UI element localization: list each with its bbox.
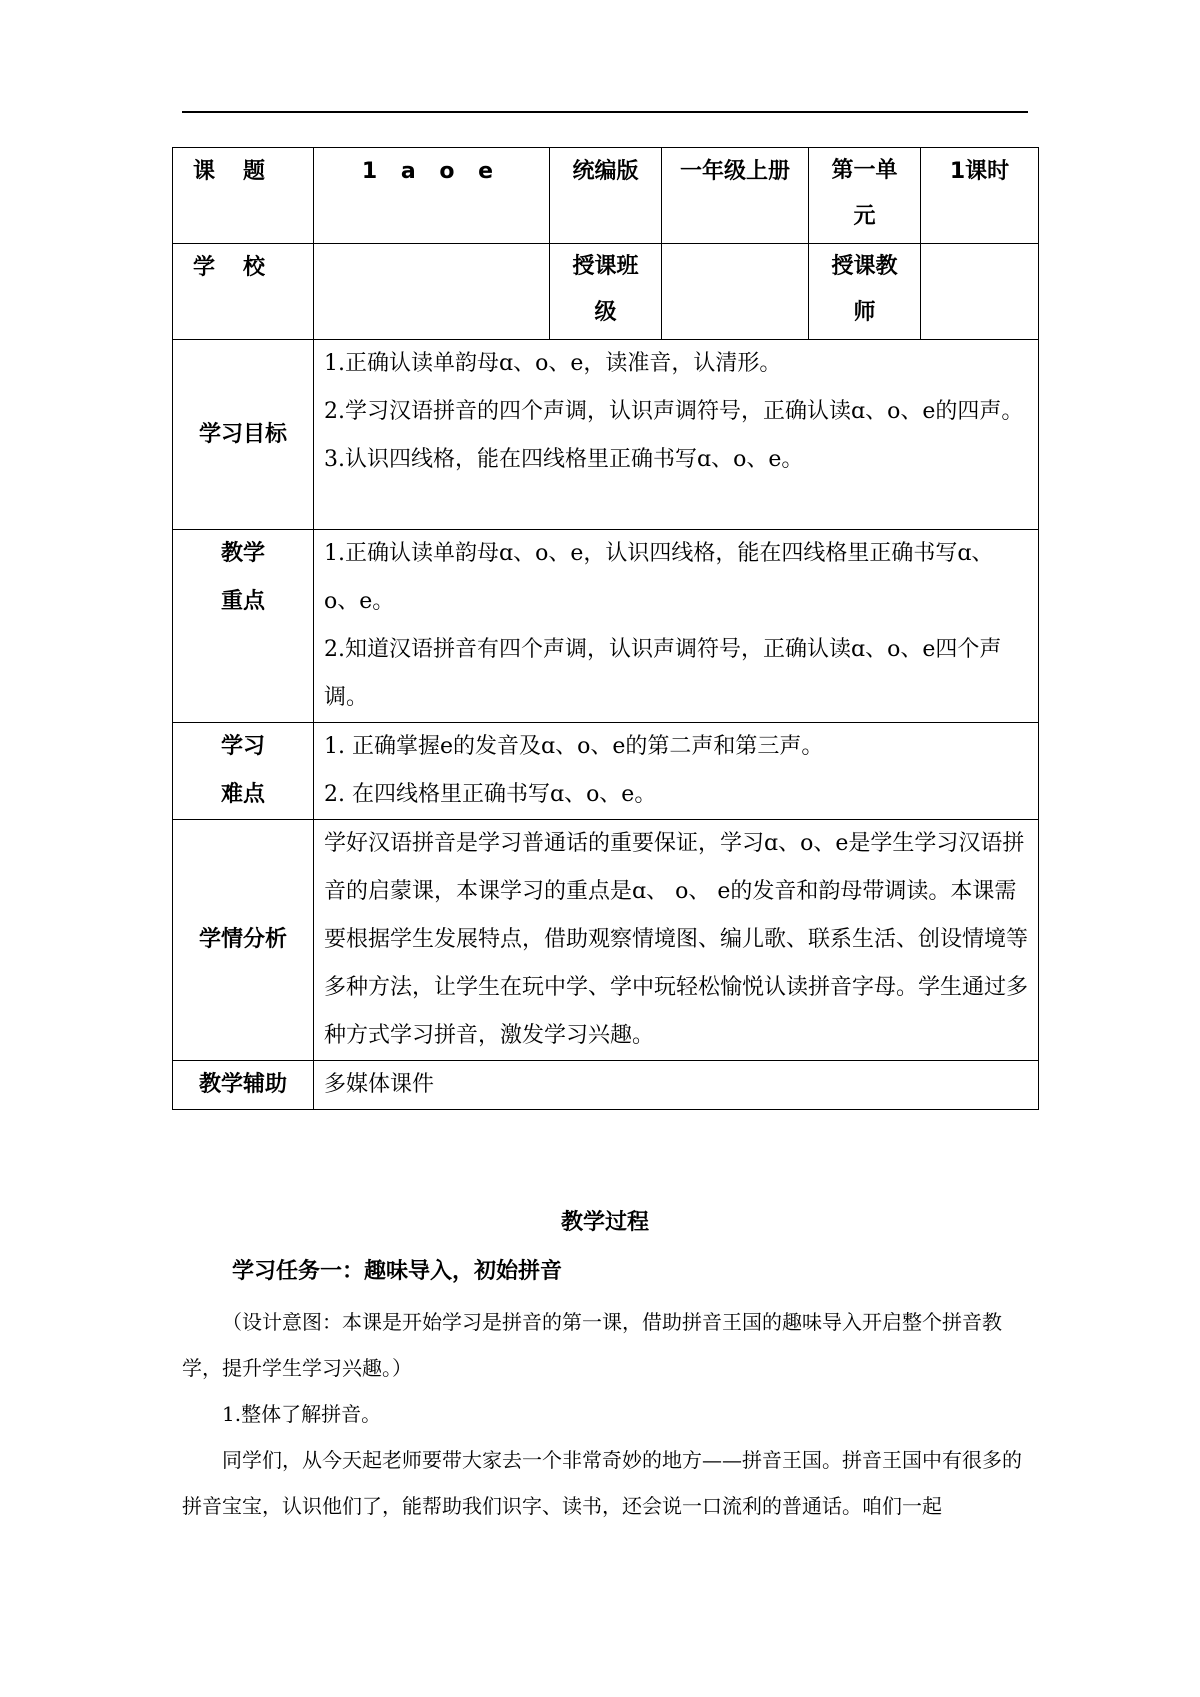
table-row xyxy=(173,723,1039,820)
table-row xyxy=(173,1061,1039,1110)
objective-item: 1.正确认读单韵母ɑ、o、e，读准音，认清形。 xyxy=(324,351,782,376)
key-point-item: 1.正确认读单韵母ɑ、o、e，认识四线格，能在四线格里正确书写ɑ、o、e。 xyxy=(324,541,994,614)
analysis-label: 学情分析 xyxy=(173,820,314,1061)
difficulties-label: 学习 难点 xyxy=(173,723,314,820)
grade-cell: 一年级上册 xyxy=(662,148,809,244)
teacher-label: 授课教师 xyxy=(809,244,921,340)
teacher-value xyxy=(921,244,1039,340)
table-row xyxy=(173,244,1039,340)
hours-cell: 1课时 xyxy=(921,148,1039,244)
table-row xyxy=(173,530,1039,723)
unit-cell: 第一单元 xyxy=(809,148,921,244)
lesson-plan-table xyxy=(172,147,1039,1110)
class-value xyxy=(662,244,809,340)
process-body xyxy=(182,1299,1028,1529)
task1-title: 学习任务一：趣味导入，初始拼音 xyxy=(232,1259,563,1284)
process-title: 教学过程 xyxy=(560,1210,649,1235)
objective-item: 3.认识四线格，能在四线格里正确书写ɑ、o、e。 xyxy=(324,447,804,472)
school-value xyxy=(314,244,550,340)
analysis-text: 学好汉语拼音是学习普通话的重要保证，学习ɑ、o、e是学生学习汉语拼音的启蒙课，本课学习的重点是ɑ、 o、 e的发音和韵母带调读。本课需要根据学生发展特点，借助观察情境图、编儿歌、联系生活、创设情境等多种方法，让学生在玩中学、学中玩轻松愉悦认读拼音字母。学生通过多种方式学习拼音，激发学习兴趣。 xyxy=(324,831,1029,1048)
difficulty-item: 1. 正确掌握e的发音及ɑ、o、e的第二声和第三声。 xyxy=(324,734,824,759)
key-point-item: 2.知道汉语拼音有四个声调，认识声调符号，正确认读ɑ、o、e四个声调。 xyxy=(324,637,1002,710)
table-row xyxy=(173,148,1039,244)
intro-paragraph: 同学们，从今天起老师要带大家去一个非常奇妙的地方——拼音王国。拼音王国中有很多的拼音宝宝，认识他们了，能帮助我们识字、读书，还会说一口流利的普通话。咱们一起 xyxy=(182,1448,1022,1518)
key-points-label: 教学 重点 xyxy=(173,530,314,723)
difficulties-content xyxy=(314,723,1039,820)
edition-cell: 统编版 xyxy=(550,148,662,244)
key-points-content xyxy=(314,530,1039,723)
aids-content: 多媒体课件 xyxy=(314,1061,1039,1110)
topic-label: 课题 xyxy=(173,148,314,244)
analysis-content xyxy=(314,820,1039,1061)
design-intent: （设计意图：本课是开始学习是拼音的第一课，借助拼音王国的趣味导入开启整个拼音教学，提升学生学习兴趣。） xyxy=(182,1310,1002,1380)
objective-item: 2.学习汉语拼音的四个声调，认识声调符号，正确认读ɑ、o、e的四声。 xyxy=(324,399,1024,424)
table-row xyxy=(173,340,1039,530)
step1: 1.整体了解拼音。 xyxy=(222,1402,382,1426)
objectives-content xyxy=(314,340,1039,530)
aids-label: 教学辅助 xyxy=(173,1061,314,1110)
class-label: 授课班级 xyxy=(550,244,662,340)
table-row xyxy=(173,820,1039,1061)
objectives-label: 学习目标 xyxy=(173,340,314,530)
lesson-title: 1 a o e xyxy=(314,148,550,244)
school-label: 学校 xyxy=(173,244,314,340)
difficulty-item: 2. 在四线格里正确书写ɑ、o、e。 xyxy=(324,782,657,807)
header-rule xyxy=(182,111,1028,113)
